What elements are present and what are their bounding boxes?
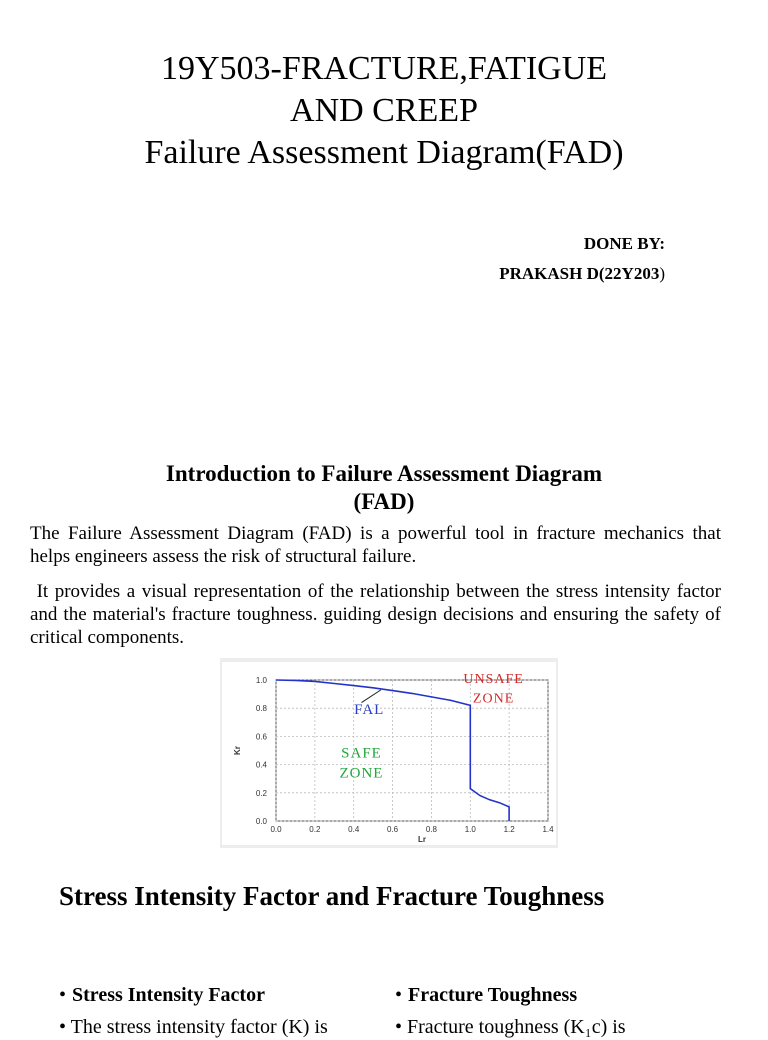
y-tick-label: 0.2 xyxy=(255,788,267,798)
author-block xyxy=(499,229,665,289)
intro-heading xyxy=(0,460,768,516)
author-name: PRAKASH D(22Y203 xyxy=(499,264,660,283)
y-tick-label: 0.8 xyxy=(255,704,267,714)
unsafe-zone-label-line-2: ZONE xyxy=(472,691,515,707)
right-column-text: • Fracture toughness (K₁c) is xyxy=(395,1016,626,1038)
unsafe-zone-label-line-1: UNSAFE xyxy=(463,671,524,687)
intro-heading-line-2: (FAD) xyxy=(353,489,415,514)
fad-chart-svg xyxy=(220,658,558,848)
y-tick-label: 0.0 xyxy=(255,817,267,826)
safe-zone-label-line-2: ZONE xyxy=(339,765,384,782)
author-name-close: ) xyxy=(659,264,665,283)
intro-heading-line-1: Introduction to Failure Assessment Diagram xyxy=(165,461,603,486)
bullet-right: • xyxy=(395,984,403,1006)
right-column-title xyxy=(395,982,577,1008)
left-column-text: • The stress intensity factor (K) is xyxy=(59,1016,328,1038)
x-tick-label: 1.4 xyxy=(542,825,554,834)
fal-label: FAL xyxy=(354,701,385,718)
author-label: DONE BY: xyxy=(583,234,665,253)
page-title xyxy=(0,48,768,174)
safe-zone-label-line-1: SAFE xyxy=(341,745,382,762)
section-heading: Stress Intensity Factor and Fracture Toughness xyxy=(59,881,605,911)
x-tick-label: 0.6 xyxy=(387,825,399,834)
intro-paragraph-2: It provides a visual representation of the relationship between the stress intensity factor and the material's fracture toughness. guiding design decisions and ensuring the safety of critical components. xyxy=(30,581,726,648)
y-tick-label: 0.6 xyxy=(255,732,267,742)
left-column-title xyxy=(59,982,265,1008)
left-column-title-text: Stress Intensity Factor xyxy=(72,984,265,1006)
title-line-3: Failure Assessment Diagram(FAD) xyxy=(144,134,624,171)
intro-paragraph-1: The Failure Assessment Diagram (FAD) is a powerful tool in fracture mechanics that helps engineers assess the risk of structural failure. xyxy=(30,523,721,567)
x-tick-label: 0.8 xyxy=(425,825,437,834)
y-tick-label: 0.4 xyxy=(255,760,267,770)
x-tick-label: 0.4 xyxy=(348,825,360,834)
author-name-line xyxy=(499,259,665,289)
y-tick-label: 1.0 xyxy=(255,676,267,685)
x-tick-label: 1.2 xyxy=(503,825,515,834)
x-tick-label: 1.0 xyxy=(464,825,476,834)
x-tick-label: 0.0 xyxy=(270,825,282,834)
fad-chart xyxy=(220,658,558,848)
title-line-2: AND CREEP xyxy=(290,92,478,129)
title-line-1: 19Y503-FRACTURE,FATIGUE xyxy=(160,50,608,87)
x-tick-label: 0.2 xyxy=(309,825,321,834)
bullet-left: • xyxy=(59,984,67,1006)
right-column-title-text: Fracture Toughness xyxy=(408,984,578,1006)
x-axis-label: Lr xyxy=(418,835,426,844)
y-axis-label: Kr xyxy=(233,746,242,755)
